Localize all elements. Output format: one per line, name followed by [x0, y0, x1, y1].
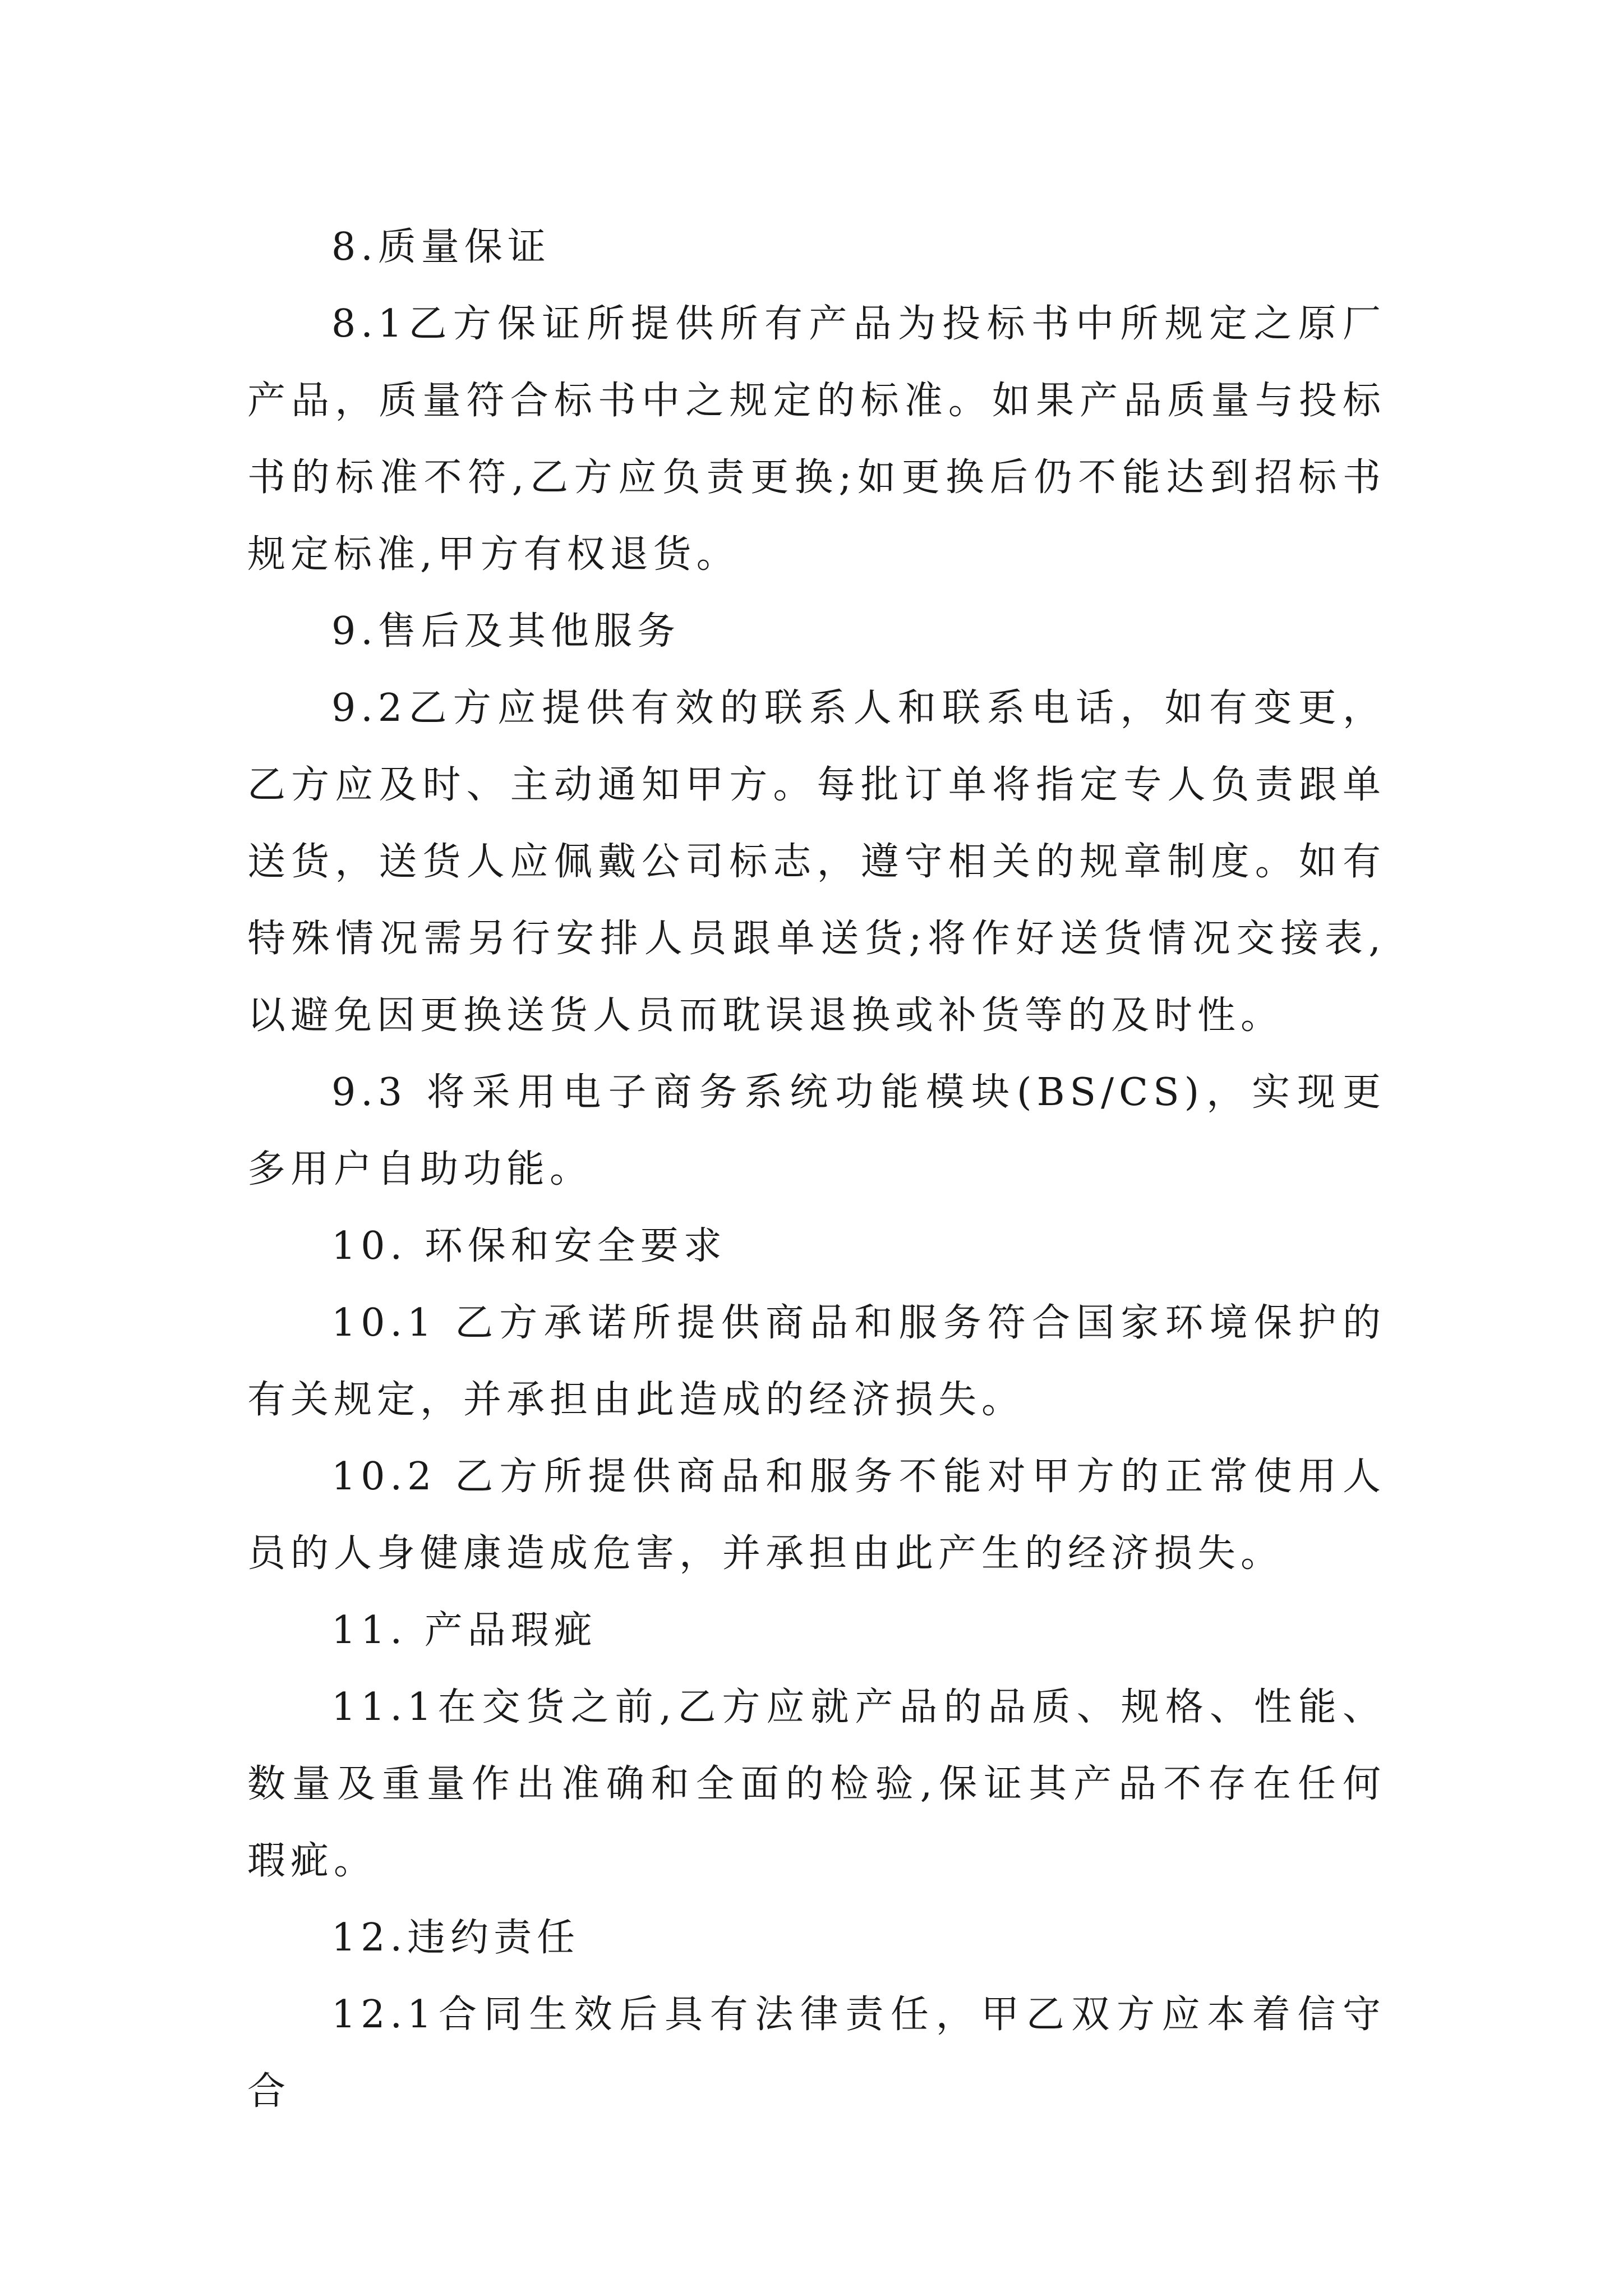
clause-11-1: 11.1在交货之前,乙方应就产品的品质、规格、性能、数量及重量作出准确和全面的检验,保证其产品不存在任何瑕疵。: [247, 1685, 1386, 1883]
clause-10-1: 10.1 乙方承诺所提供商品和服务符合国家环境保护的有关规定，并承担由此造成的经济损失。: [247, 1301, 1386, 1422]
section-heading-liability: 12.违约责任: [331, 1916, 580, 1960]
section-heading-after-sales: 9.售后及其他服务: [331, 609, 680, 654]
document-body: [247, 209, 1386, 2130]
clause-12-1: 12.1合同生效后具有法律责任，甲乙双方应本着信守合: [247, 1993, 1386, 2114]
clause-10-2: 10.2 乙方所提供商品和服务不能对甲方的正常使用人员的人身健康造成危害，并承担由此产生的经济损失。: [247, 1455, 1386, 1576]
clause-9-2: 9.2乙方应提供有效的联系人和联系电话，如有变更，乙方应及时、主动通知甲方。每批订单将指定专人负责跟单送货，送货人应佩戴公司标志，遵守相关的规章制度。如有特殊情况需另行安排人员跟单送货;将作好送货情况交接表,以避免因更换送货人员而耽误退换或补货等的及时性。: [247, 686, 1386, 1038]
section-heading-quality-guarantee: 8.质量保证: [331, 225, 551, 269]
section-heading-environment-safety: 10. 环保和安全要求: [331, 1224, 727, 1268]
clause-9-3: 9.3 将采用电子商务系统功能模块(BS/CS)，实现更多用户自助功能。: [247, 1070, 1386, 1191]
section-heading-product-defects: 11. 产品瑕疵: [331, 1608, 597, 1653]
clause-8-1: 8.1乙方保证所提供所有产品为投标书中所规定之原厂产品，质量符合标书中之规定的标准。如果产品质量与投标书的标准不符,乙方应负责更换;如更换后仍不能达到招标书规定标准,甲方有权退货。: [247, 302, 1386, 577]
